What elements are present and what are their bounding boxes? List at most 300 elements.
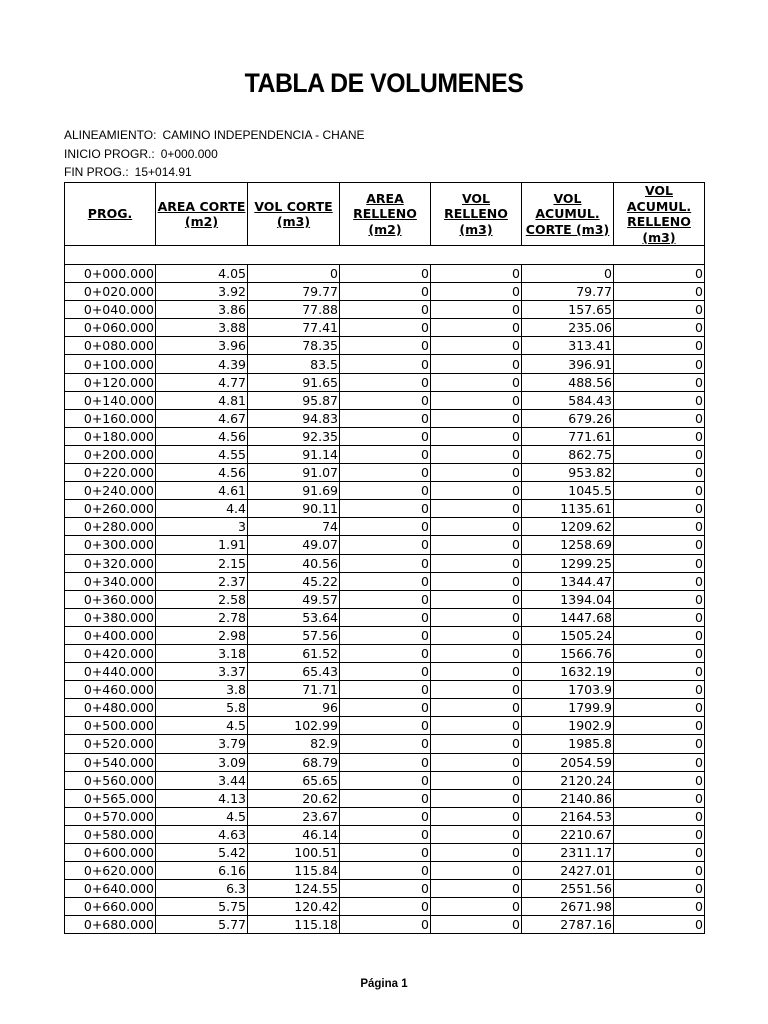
vol-acumul-relleno-cell: 0 [614, 590, 705, 608]
prog-cell: 0+220.000 [65, 464, 156, 482]
area-corte-cell: 3.09 [156, 753, 248, 771]
area-relleno-cell: 0 [340, 663, 431, 681]
vol-corte-cell: 0 [248, 265, 340, 283]
vol-acumul-corte-cell: 2427.01 [522, 862, 614, 880]
vol-acumul-relleno-cell: 0 [614, 807, 705, 825]
area-relleno-cell: 0 [340, 265, 431, 283]
area-corte-cell: 4.4 [156, 500, 248, 518]
prog-cell: 0+500.000 [65, 717, 156, 735]
table-row [65, 536, 705, 554]
table-row [65, 373, 705, 391]
vol-acumul-corte-cell: 1209.62 [522, 518, 614, 536]
area-corte-cell: 4.56 [156, 464, 248, 482]
prog-cell: 0+380.000 [65, 608, 156, 626]
table-row [65, 898, 705, 916]
vol-acumul-relleno-cell: 0 [614, 844, 705, 862]
area-relleno-cell: 0 [340, 482, 431, 500]
area-corte-cell: 3.88 [156, 319, 248, 337]
area-corte-cell: 4.63 [156, 825, 248, 843]
vol-corte-cell: 45.22 [248, 572, 340, 590]
vol-acumul-relleno-cell: 0 [614, 500, 705, 518]
prog-cell: 0+280.000 [65, 518, 156, 536]
vol-relleno-cell: 0 [431, 427, 522, 445]
table-row [65, 265, 705, 283]
vol-corte-cell: 91.65 [248, 373, 340, 391]
vol-acumul-relleno-cell: 0 [614, 391, 705, 409]
meta-alineamiento [64, 128, 365, 142]
prog-cell: 0+540.000 [65, 753, 156, 771]
vol-relleno-cell: 0 [431, 355, 522, 373]
table-row [65, 807, 705, 825]
vol-corte-cell: 115.18 [248, 916, 340, 934]
area-relleno-cell: 0 [340, 608, 431, 626]
vol-acumul-corte-cell: 1258.69 [522, 536, 614, 554]
header-area-relleno: AREA RELLENO (m2) [340, 183, 431, 246]
area-corte-cell: 6.3 [156, 880, 248, 898]
table-row [65, 391, 705, 409]
vol-acumul-relleno-cell: 0 [614, 445, 705, 463]
vol-acumul-corte-cell: 235.06 [522, 319, 614, 337]
vol-corte-cell: 120.42 [248, 898, 340, 916]
area-corte-cell: 5.77 [156, 916, 248, 934]
vol-corte-cell: 40.56 [248, 554, 340, 572]
area-corte-cell: 3.96 [156, 337, 248, 355]
area-corte-cell: 4.05 [156, 265, 248, 283]
area-corte-cell: 4.67 [156, 409, 248, 427]
vol-acumul-relleno-cell: 0 [614, 482, 705, 500]
vol-corte-cell: 65.65 [248, 771, 340, 789]
vol-relleno-cell: 0 [431, 301, 522, 319]
vol-corte-cell: 82.9 [248, 735, 340, 753]
prog-cell: 0+400.000 [65, 626, 156, 644]
table-row [65, 283, 705, 301]
vol-acumul-corte-cell: 488.56 [522, 373, 614, 391]
area-corte-cell: 2.58 [156, 590, 248, 608]
area-corte-cell: 4.5 [156, 807, 248, 825]
area-relleno-cell: 0 [340, 898, 431, 916]
vol-relleno-cell: 0 [431, 771, 522, 789]
prog-cell: 0+480.000 [65, 699, 156, 717]
area-relleno-cell: 0 [340, 626, 431, 644]
alineamiento-label: ALINEAMIENTO: [64, 128, 157, 142]
table-row [65, 590, 705, 608]
table-row [65, 771, 705, 789]
vol-acumul-relleno-cell: 0 [614, 771, 705, 789]
table-row [65, 789, 705, 807]
table-body [65, 246, 705, 934]
area-corte-cell: 4.39 [156, 355, 248, 373]
prog-cell: 0+000.000 [65, 265, 156, 283]
vol-acumul-corte-cell: 1447.68 [522, 608, 614, 626]
prog-cell: 0+020.000 [65, 283, 156, 301]
fin-label: FIN PROG.: [64, 165, 129, 179]
table-row [65, 608, 705, 626]
vol-acumul-corte-cell: 313.41 [522, 337, 614, 355]
table-row [65, 355, 705, 373]
vol-acumul-relleno-cell: 0 [614, 898, 705, 916]
vol-corte-cell: 92.35 [248, 427, 340, 445]
vol-relleno-cell: 0 [431, 536, 522, 554]
vol-corte-cell: 124.55 [248, 880, 340, 898]
table-row [65, 572, 705, 590]
prog-cell: 0+340.000 [65, 572, 156, 590]
page-number: Página 1 [360, 978, 408, 990]
area-corte-cell: 3.44 [156, 771, 248, 789]
area-relleno-cell: 0 [340, 391, 431, 409]
area-relleno-cell: 0 [340, 337, 431, 355]
table-row [65, 844, 705, 862]
prog-cell: 0+120.000 [65, 373, 156, 391]
vol-relleno-cell: 0 [431, 880, 522, 898]
area-corte-cell: 5.75 [156, 898, 248, 916]
table-header-row [65, 183, 705, 246]
table-row [65, 500, 705, 518]
prog-cell: 0+060.000 [65, 319, 156, 337]
prog-cell: 0+320.000 [65, 554, 156, 572]
area-relleno-cell: 0 [340, 825, 431, 843]
area-relleno-cell: 0 [340, 355, 431, 373]
area-relleno-cell: 0 [340, 789, 431, 807]
vol-acumul-relleno-cell: 0 [614, 536, 705, 554]
vol-corte-cell: 96 [248, 699, 340, 717]
area-relleno-cell: 0 [340, 518, 431, 536]
vol-acumul-relleno-cell: 0 [614, 319, 705, 337]
table-row [65, 644, 705, 662]
vol-acumul-corte-cell: 2120.24 [522, 771, 614, 789]
vol-acumul-relleno-cell: 0 [614, 427, 705, 445]
prog-cell: 0+180.000 [65, 427, 156, 445]
header-prog: PROG. [65, 183, 156, 246]
vol-relleno-cell: 0 [431, 789, 522, 807]
vol-acumul-relleno-cell: 0 [614, 518, 705, 536]
vol-acumul-relleno-cell: 0 [614, 355, 705, 373]
vol-acumul-corte-cell: 1985.8 [522, 735, 614, 753]
header-vol-relleno: VOL RELLENO (m3) [431, 183, 522, 246]
table-row [65, 409, 705, 427]
vol-corte-cell: 100.51 [248, 844, 340, 862]
table-row [65, 862, 705, 880]
vol-acumul-corte-cell: 2164.53 [522, 807, 614, 825]
prog-cell: 0+660.000 [65, 898, 156, 916]
prog-cell: 0+600.000 [65, 844, 156, 862]
area-relleno-cell: 0 [340, 301, 431, 319]
vol-relleno-cell: 0 [431, 572, 522, 590]
prog-cell: 0+040.000 [65, 301, 156, 319]
prog-cell: 0+260.000 [65, 500, 156, 518]
table-row [65, 427, 705, 445]
vol-acumul-corte-cell: 1299.25 [522, 554, 614, 572]
area-corte-cell: 4.55 [156, 445, 248, 463]
prog-cell: 0+640.000 [65, 880, 156, 898]
vol-acumul-corte-cell: 2311.17 [522, 844, 614, 862]
alineamiento-value: CAMINO INDEPENDENCIA - CHANE [162, 128, 365, 142]
area-relleno-cell: 0 [340, 735, 431, 753]
vol-acumul-relleno-cell: 0 [614, 699, 705, 717]
vol-acumul-relleno-cell: 0 [614, 663, 705, 681]
vol-relleno-cell: 0 [431, 319, 522, 337]
area-relleno-cell: 0 [340, 464, 431, 482]
prog-cell: 0+440.000 [65, 663, 156, 681]
area-corte-cell: 2.78 [156, 608, 248, 626]
inicio-value: 0+000.000 [160, 147, 218, 161]
vol-acumul-relleno-cell: 0 [614, 608, 705, 626]
table-row [65, 337, 705, 355]
vol-acumul-corte-cell: 1344.47 [522, 572, 614, 590]
vol-corte-cell: 90.11 [248, 500, 340, 518]
vol-acumul-corte-cell: 2210.67 [522, 825, 614, 843]
area-relleno-cell: 0 [340, 572, 431, 590]
header-vol-acumul-corte: VOL ACUMUL. CORTE (m3) [522, 183, 614, 246]
area-relleno-cell: 0 [340, 554, 431, 572]
table-row [65, 699, 705, 717]
vol-relleno-cell: 0 [431, 644, 522, 662]
header-area-corte: AREA CORTE (m2) [156, 183, 248, 246]
prog-cell: 0+360.000 [65, 590, 156, 608]
table-row [65, 663, 705, 681]
prog-cell: 0+240.000 [65, 482, 156, 500]
table-row [65, 717, 705, 735]
area-relleno-cell: 0 [340, 283, 431, 301]
area-relleno-cell: 0 [340, 880, 431, 898]
vol-relleno-cell: 0 [431, 699, 522, 717]
area-relleno-cell: 0 [340, 862, 431, 880]
vol-relleno-cell: 0 [431, 482, 522, 500]
vol-acumul-corte-cell: 1703.9 [522, 681, 614, 699]
vol-acumul-corte-cell: 2787.16 [522, 916, 614, 934]
area-relleno-cell: 0 [340, 916, 431, 934]
header-vol-acumul-relleno: VOL ACUMUL. RELLENO (m3) [614, 183, 705, 246]
table-spacer-row [65, 246, 705, 265]
area-corte-cell: 3.86 [156, 301, 248, 319]
table-row [65, 753, 705, 771]
vol-corte-cell: 91.69 [248, 482, 340, 500]
header-vol-corte: VOL CORTE (m3) [248, 183, 340, 246]
vol-acumul-relleno-cell: 0 [614, 789, 705, 807]
vol-acumul-corte-cell: 584.43 [522, 391, 614, 409]
area-corte-cell: 4.5 [156, 717, 248, 735]
vol-acumul-corte-cell: 771.61 [522, 427, 614, 445]
table-row [65, 301, 705, 319]
vol-acumul-corte-cell: 79.77 [522, 283, 614, 301]
area-relleno-cell: 0 [340, 807, 431, 825]
vol-corte-cell: 49.07 [248, 536, 340, 554]
area-corte-cell: 3 [156, 518, 248, 536]
vol-acumul-corte-cell: 1566.76 [522, 644, 614, 662]
vol-relleno-cell: 0 [431, 464, 522, 482]
vol-acumul-relleno-cell: 0 [614, 916, 705, 934]
area-corte-cell: 6.16 [156, 862, 248, 880]
vol-relleno-cell: 0 [431, 337, 522, 355]
vol-acumul-relleno-cell: 0 [614, 626, 705, 644]
prog-cell: 0+565.000 [65, 789, 156, 807]
prog-cell: 0+520.000 [65, 735, 156, 753]
vol-relleno-cell: 0 [431, 898, 522, 916]
vol-corte-cell: 77.41 [248, 319, 340, 337]
vol-relleno-cell: 0 [431, 554, 522, 572]
vol-relleno-cell: 0 [431, 590, 522, 608]
vol-relleno-cell: 0 [431, 807, 522, 825]
prog-cell: 0+460.000 [65, 681, 156, 699]
vol-acumul-corte-cell: 0 [522, 265, 614, 283]
area-relleno-cell: 0 [340, 536, 431, 554]
table-row [65, 880, 705, 898]
vol-acumul-relleno-cell: 0 [614, 681, 705, 699]
vol-corte-cell: 71.71 [248, 681, 340, 699]
area-corte-cell: 3.8 [156, 681, 248, 699]
table-row [65, 445, 705, 463]
meta-inicio [64, 147, 218, 161]
vol-acumul-relleno-cell: 0 [614, 301, 705, 319]
vol-acumul-relleno-cell: 0 [614, 717, 705, 735]
area-corte-cell: 2.37 [156, 572, 248, 590]
table-row [65, 482, 705, 500]
area-corte-cell: 4.61 [156, 482, 248, 500]
vol-acumul-relleno-cell: 0 [614, 283, 705, 301]
vol-acumul-corte-cell: 1505.24 [522, 626, 614, 644]
vol-acumul-relleno-cell: 0 [614, 373, 705, 391]
prog-cell: 0+680.000 [65, 916, 156, 934]
prog-cell: 0+570.000 [65, 807, 156, 825]
area-corte-cell: 4.81 [156, 391, 248, 409]
table-row [65, 554, 705, 572]
vol-corte-cell: 77.88 [248, 301, 340, 319]
vol-corte-cell: 115.84 [248, 862, 340, 880]
vol-relleno-cell: 0 [431, 391, 522, 409]
vol-relleno-cell: 0 [431, 409, 522, 427]
vol-relleno-cell: 0 [431, 663, 522, 681]
vol-corte-cell: 79.77 [248, 283, 340, 301]
table-row [65, 916, 705, 934]
vol-corte-cell: 57.56 [248, 626, 340, 644]
vol-relleno-cell: 0 [431, 681, 522, 699]
vol-acumul-corte-cell: 2551.56 [522, 880, 614, 898]
vol-acumul-corte-cell: 862.75 [522, 445, 614, 463]
vol-relleno-cell: 0 [431, 825, 522, 843]
vol-relleno-cell: 0 [431, 626, 522, 644]
area-relleno-cell: 0 [340, 319, 431, 337]
vol-corte-cell: 46.14 [248, 825, 340, 843]
vol-corte-cell: 91.07 [248, 464, 340, 482]
vol-relleno-cell: 0 [431, 753, 522, 771]
vol-acumul-corte-cell: 1394.04 [522, 590, 614, 608]
page-title: TABLA DE VOLUMENES [244, 68, 524, 98]
vol-acumul-relleno-cell: 0 [614, 554, 705, 572]
vol-acumul-relleno-cell: 0 [614, 265, 705, 283]
prog-cell: 0+160.000 [65, 409, 156, 427]
prog-cell: 0+200.000 [65, 445, 156, 463]
vol-relleno-cell: 0 [431, 373, 522, 391]
area-relleno-cell: 0 [340, 681, 431, 699]
vol-acumul-corte-cell: 2671.98 [522, 898, 614, 916]
vol-corte-cell: 23.67 [248, 807, 340, 825]
vol-relleno-cell: 0 [431, 283, 522, 301]
area-relleno-cell: 0 [340, 717, 431, 735]
vol-corte-cell: 91.14 [248, 445, 340, 463]
vol-relleno-cell: 0 [431, 717, 522, 735]
vol-relleno-cell: 0 [431, 518, 522, 536]
vol-acumul-corte-cell: 679.26 [522, 409, 614, 427]
prog-cell: 0+080.000 [65, 337, 156, 355]
vol-corte-cell: 61.52 [248, 644, 340, 662]
prog-cell: 0+300.000 [65, 536, 156, 554]
area-relleno-cell: 0 [340, 699, 431, 717]
vol-relleno-cell: 0 [431, 445, 522, 463]
area-relleno-cell: 0 [340, 427, 431, 445]
vol-acumul-relleno-cell: 0 [614, 644, 705, 662]
vol-acumul-relleno-cell: 0 [614, 735, 705, 753]
area-relleno-cell: 0 [340, 500, 431, 518]
area-corte-cell: 3.37 [156, 663, 248, 681]
vol-acumul-relleno-cell: 0 [614, 880, 705, 898]
vol-relleno-cell: 0 [431, 862, 522, 880]
vol-corte-cell: 94.83 [248, 409, 340, 427]
area-corte-cell: 3.18 [156, 644, 248, 662]
table-row [65, 735, 705, 753]
area-corte-cell: 4.77 [156, 373, 248, 391]
vol-relleno-cell: 0 [431, 844, 522, 862]
vol-relleno-cell: 0 [431, 265, 522, 283]
table-row [65, 464, 705, 482]
prog-cell: 0+100.000 [65, 355, 156, 373]
vol-acumul-relleno-cell: 0 [614, 825, 705, 843]
area-relleno-cell: 0 [340, 409, 431, 427]
area-relleno-cell: 0 [340, 445, 431, 463]
area-relleno-cell: 0 [340, 644, 431, 662]
area-corte-cell: 5.42 [156, 844, 248, 862]
table-row [65, 825, 705, 843]
vol-acumul-relleno-cell: 0 [614, 464, 705, 482]
vol-corte-cell: 49.57 [248, 590, 340, 608]
vol-corte-cell: 74 [248, 518, 340, 536]
vol-corte-cell: 20.62 [248, 789, 340, 807]
vol-acumul-relleno-cell: 0 [614, 572, 705, 590]
vol-acumul-relleno-cell: 0 [614, 753, 705, 771]
vol-acumul-corte-cell: 2054.59 [522, 753, 614, 771]
vol-acumul-corte-cell: 1632.19 [522, 663, 614, 681]
vol-acumul-corte-cell: 1902.9 [522, 717, 614, 735]
inicio-label: INICIO PROGR.: [64, 147, 155, 161]
vol-corte-cell: 78.35 [248, 337, 340, 355]
fin-value: 15+014.91 [134, 165, 192, 179]
table-row [65, 319, 705, 337]
area-relleno-cell: 0 [340, 771, 431, 789]
vol-acumul-corte-cell: 157.65 [522, 301, 614, 319]
prog-cell: 0+580.000 [65, 825, 156, 843]
area-corte-cell: 1.91 [156, 536, 248, 554]
area-corte-cell: 2.98 [156, 626, 248, 644]
vol-corte-cell: 53.64 [248, 608, 340, 626]
table-row [65, 681, 705, 699]
area-corte-cell: 3.92 [156, 283, 248, 301]
vol-relleno-cell: 0 [431, 735, 522, 753]
area-corte-cell: 3.79 [156, 735, 248, 753]
vol-corte-cell: 102.99 [248, 717, 340, 735]
vol-relleno-cell: 0 [431, 916, 522, 934]
area-corte-cell: 5.8 [156, 699, 248, 717]
vol-acumul-relleno-cell: 0 [614, 337, 705, 355]
vol-acumul-relleno-cell: 0 [614, 862, 705, 880]
vol-corte-cell: 95.87 [248, 391, 340, 409]
vol-relleno-cell: 0 [431, 500, 522, 518]
area-corte-cell: 4.56 [156, 427, 248, 445]
vol-corte-cell: 65.43 [248, 663, 340, 681]
vol-acumul-corte-cell: 953.82 [522, 464, 614, 482]
area-relleno-cell: 0 [340, 753, 431, 771]
volumes-table [64, 182, 705, 934]
table-row [65, 626, 705, 644]
meta-fin [64, 165, 192, 179]
vol-acumul-corte-cell: 2140.86 [522, 789, 614, 807]
